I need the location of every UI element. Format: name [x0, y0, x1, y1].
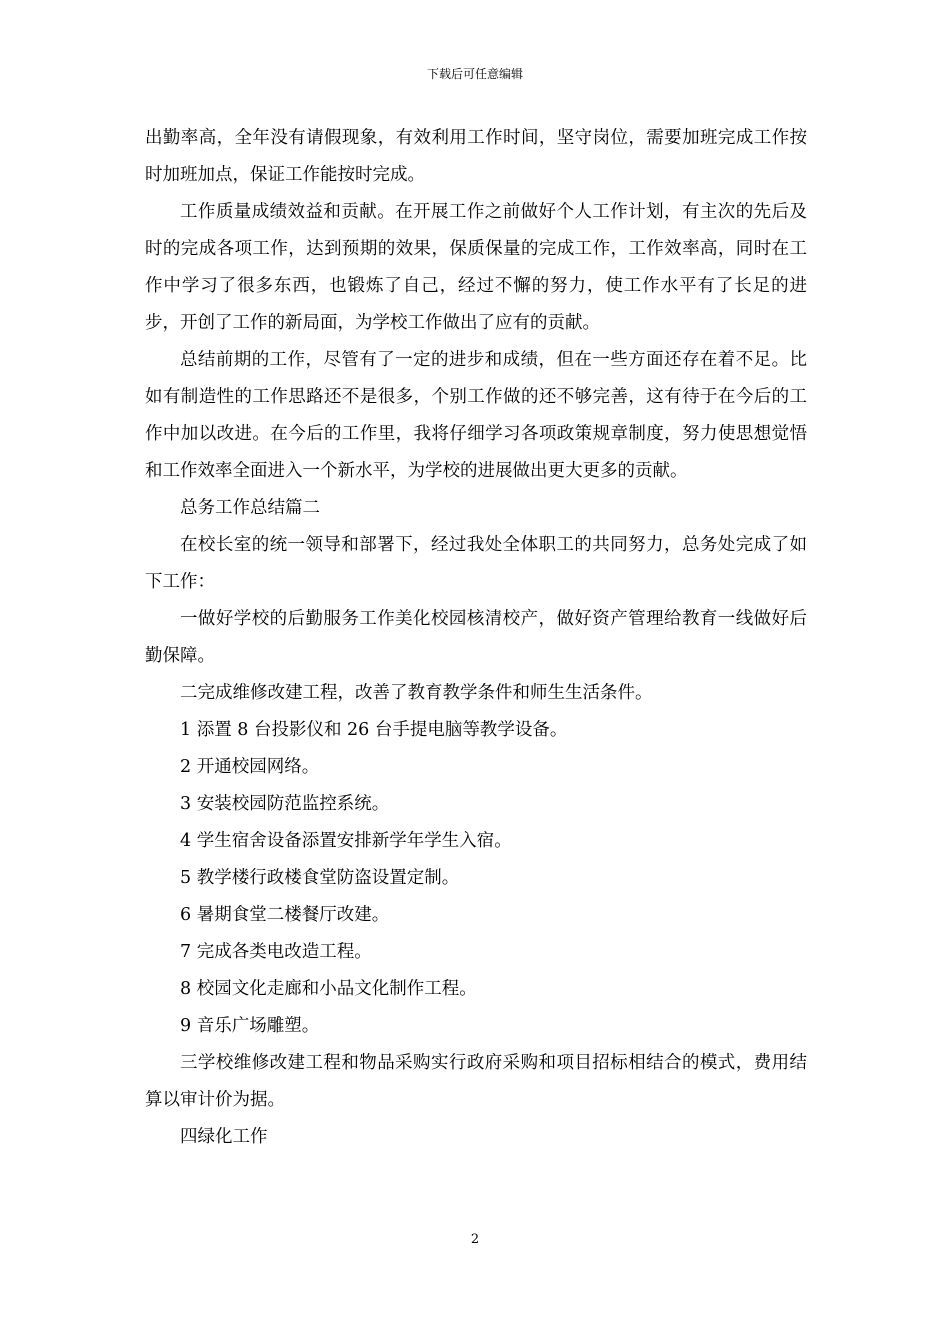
list-item: 3 安装校园防范监控系统。 — [180, 794, 390, 814]
paragraph-item-3: 三学校维修改建工程和物品采购实行政府采购和项目招标相结合的模式，费用结算以审计价为据。 — [145, 1053, 807, 1110]
list-item: 6 暑期食堂二楼餐厅改建。 — [180, 905, 390, 925]
paragraph-work-quality: 工作质量成绩效益和贡献。在开展工作之前做好个人工作计划，有主次的先后及时的完成各项工作，达到预期的效果，保质保量的完成工作，工作效率高，同时在工作中学习了很多东西，也锻炼了自己，经过不懈的努力，使工作水平有了长足的进步，开创了工作的新局面，为学校工作做出了应有的贡献。 — [145, 202, 807, 333]
section-heading: 总务工作总结篇二 — [180, 498, 320, 518]
paragraph-attendance: 出勤率高，全年没有请假现象，有效利用工作时间，坚守岗位，需要加班完成工作按时加班加点，保证工作能按时完成。 — [145, 128, 807, 185]
list-item: 8 校园文化走廊和小品文化制作工程。 — [180, 979, 477, 999]
list-item: 9 音乐广场雕塑。 — [180, 1016, 320, 1036]
list-item: 5 教学楼行政楼食堂防盗设置定制。 — [180, 868, 460, 888]
paragraph-summary: 总结前期的工作，尽管有了一定的进步和成绩，但在一些方面还存在着不足。比如有制造性的工作思路还不是很多，个别工作做的还不够完善，这有待于在今后的工作中加以改进。在今后的工作里，我将仔细学习各项政策规章制度，努力使思想觉悟和工作效率全面进入一个新水平，为学校的进展做出更大更多的贡献。 — [145, 350, 807, 481]
document-body — [145, 120, 807, 1156]
list-item: 4 学生宿舍设备添置安排新学年学生入宿。 — [180, 831, 512, 851]
paragraph-intro: 在校长室的统一领导和部署下，经过我处全体职工的共同努力，总务处完成了如下工作： — [145, 535, 807, 592]
paragraph-item-2: 二完成维修改建工程，改善了教育教学条件和师生生活条件。 — [180, 683, 653, 703]
paragraph-item-4: 四绿化工作 — [180, 1127, 268, 1147]
paragraph-item-1: 一做好学校的后勤服务工作美化校园核清校产，做好资产管理给教育一线做好后勤保障。 — [145, 609, 807, 666]
list-item: 1 添置 8 台投影仪和 26 台手提电脑等教学设备。 — [180, 720, 568, 740]
page-header: 下载后可任意编辑 — [426, 67, 523, 81]
page-number: 2 — [470, 1232, 480, 1247]
list-item: 7 完成各类电改造工程。 — [180, 942, 372, 962]
list-item: 2 开通校园网络。 — [180, 757, 320, 777]
